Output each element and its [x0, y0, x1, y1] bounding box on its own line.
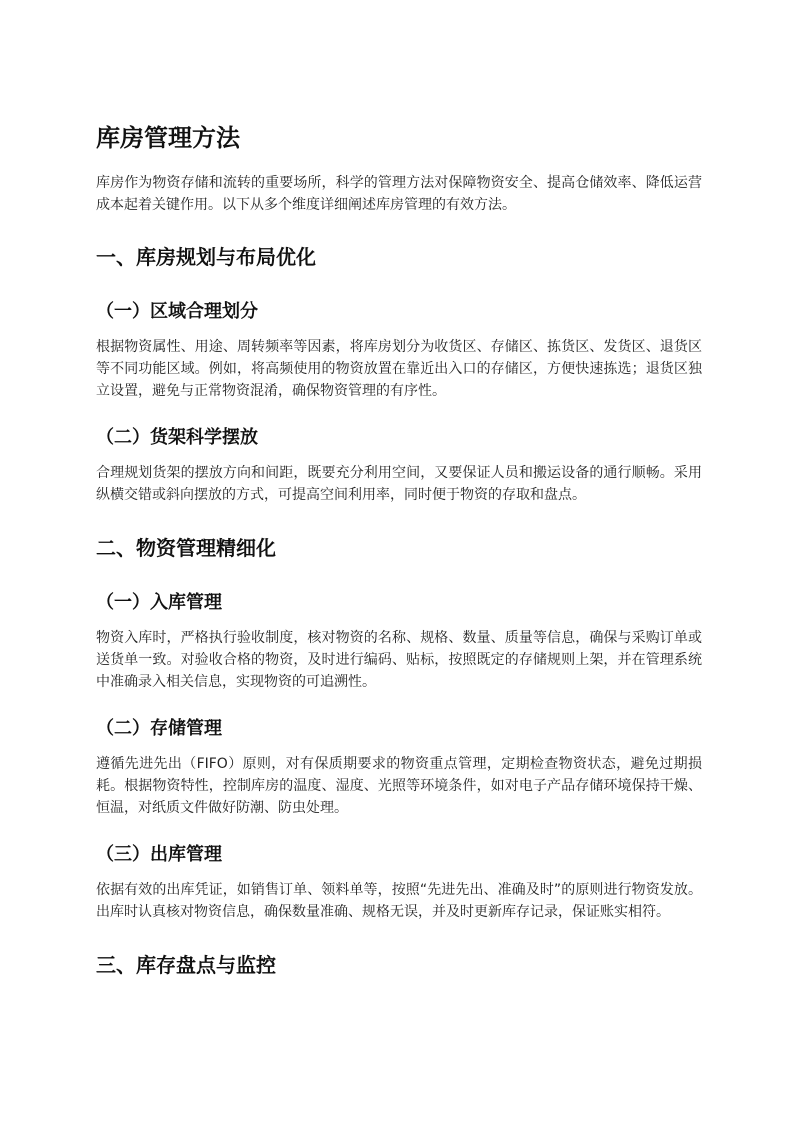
subsection-heading-2-2: （二）存储管理	[96, 718, 222, 739]
subsection-body-2-1: 物资入库时，严格执行验收制度，核对物资的名称、规格、数量、质量等信息，确保与采购订单或送货单一致。对验收合格的物资，及时进行编码、贴标，按照既定的存储规则上架，并在管理系统中准确录入相关信息，实现物资的可追溯性。	[96, 630, 702, 690]
subsection-body-1-1: 根据物资属性、用途、周转频率等因素，将库房划分为收货区、存储区、拣货区、发货区、退货区等不同功能区域。例如，将高频使用的物资放置在靠近出入口的存储区，方便快速拣选；退货区独立设置，避免与正常物资混淆，确保物资管理的有序性。	[96, 339, 702, 399]
subsection-heading-2-3: （三）出库管理	[96, 844, 222, 865]
subsection-body-2-2: 遵循先进先出（FIFO）原则，对有保质期要求的物资重点管理，定期检查物资状态，避免过期损耗。根据物资特性，控制库房的温度、湿度、光照等环境条件，如对电子产品存储环境保持干燥、恒温，对纸质文件做好防潮、防虫处理。	[96, 756, 702, 816]
subsection-body-2-3: 依据有效的出库凭证，如销售订单、领料单等，按照“先进先出、准确及时”的原则进行物资发放。出库时认真核对物资信息，确保数量准确、规格无误，并及时更新库存记录，保证账实相符。	[96, 882, 702, 920]
document-page	[96, 118, 702, 980]
subsection-heading-1-1: （一）区域合理划分	[96, 301, 258, 322]
document-title: 库房管理方法	[96, 124, 240, 152]
section-heading-2: 二、物资管理精细化	[96, 536, 276, 560]
subsection-heading-2-1: （一）入库管理	[96, 592, 222, 613]
subsection-heading-1-2: （二）货架科学摆放	[96, 427, 258, 448]
section-heading-3: 三、库存盘点与监控	[96, 953, 276, 977]
section-heading-1: 一、库房规划与布局优化	[96, 245, 316, 269]
subsection-body-1-2: 合理规划货架的摆放方向和间距，既要充分利用空间，又要保证人员和搬运设备的通行顺畅。采用纵横交错或斜向摆放的方式，可提高空间利用率，同时便于物资的存取和盘点。	[96, 465, 702, 503]
intro-paragraph: 库房作为物资存储和流转的重要场所，科学的管理方法对保障物资安全、提高仓储效率、降低运营成本起着关键作用。以下从多个维度详细阐述库房管理的有效方法。	[96, 175, 702, 213]
